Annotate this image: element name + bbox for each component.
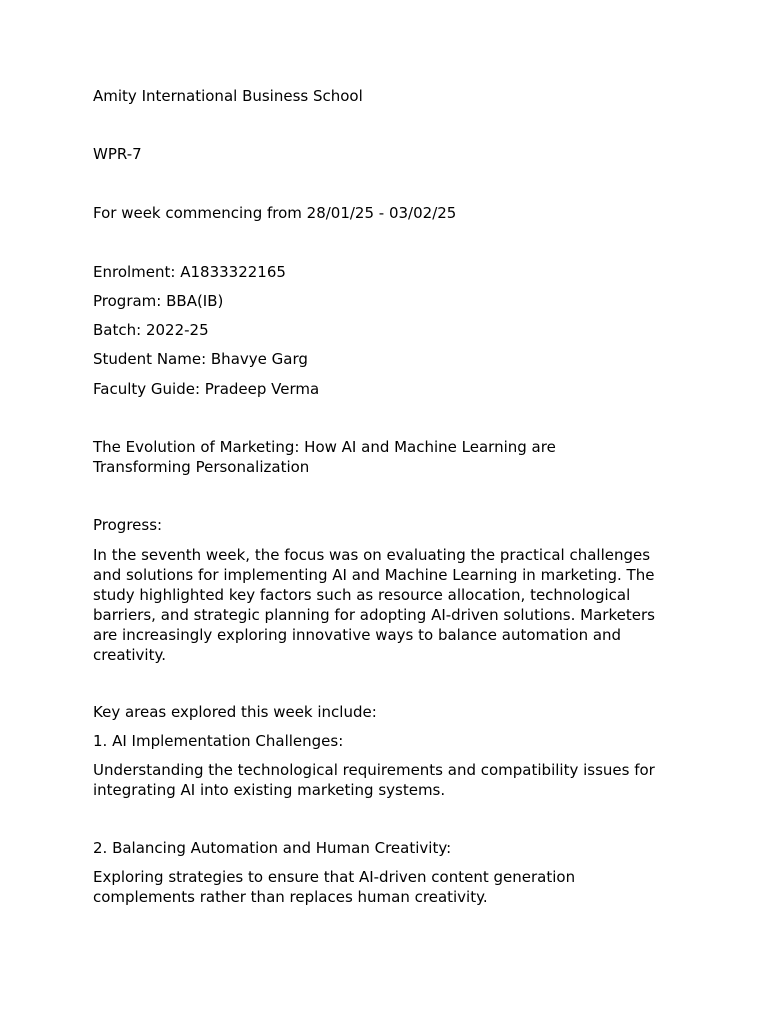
week-line: For week commencing from 28/01/25 - 03/02/25: [93, 204, 457, 222]
area-body: Understanding the technological requirements and compatibility issues for integrating AI into existing marketing systems.: [93, 761, 655, 799]
student-name-line: Student Name: Bhavye Garg: [93, 350, 308, 368]
faculty-guide-line: Faculty Guide: Pradeep Verma: [93, 380, 320, 398]
key-areas-intro: Key areas explored this week include:: [93, 703, 377, 721]
document-title: The Evolution of Marketing: How AI and Machine Learning are Transforming Personalization: [93, 438, 556, 476]
area-heading: 2. Balancing Automation and Human Creativity:: [93, 839, 452, 857]
progress-body: In the seventh week, the focus was on evaluating the practical challenges and solutions for implementing AI and Machine Learning in marketing. The study highlighted key factors such as resource allocation, technological barriers, and strategic planning for adopting AI-driven solutions. Marketers are increasingly exploring innovative ways to balance automation and creativity.: [93, 546, 655, 664]
progress-heading: Progress:: [93, 516, 163, 534]
area-heading: 1. AI Implementation Challenges:: [93, 732, 344, 750]
area-body: Exploring strategies to ensure that AI-driven content generation complements rather than replaces human creativity.: [93, 868, 576, 906]
report-code: WPR-7: [93, 145, 142, 163]
school-name: Amity International Business School: [93, 87, 363, 105]
program-line: Program: BBA(IB): [93, 292, 224, 310]
enrolment-line: Enrolment: A1833322165: [93, 263, 286, 281]
batch-line: Batch: 2022-25: [93, 321, 209, 339]
